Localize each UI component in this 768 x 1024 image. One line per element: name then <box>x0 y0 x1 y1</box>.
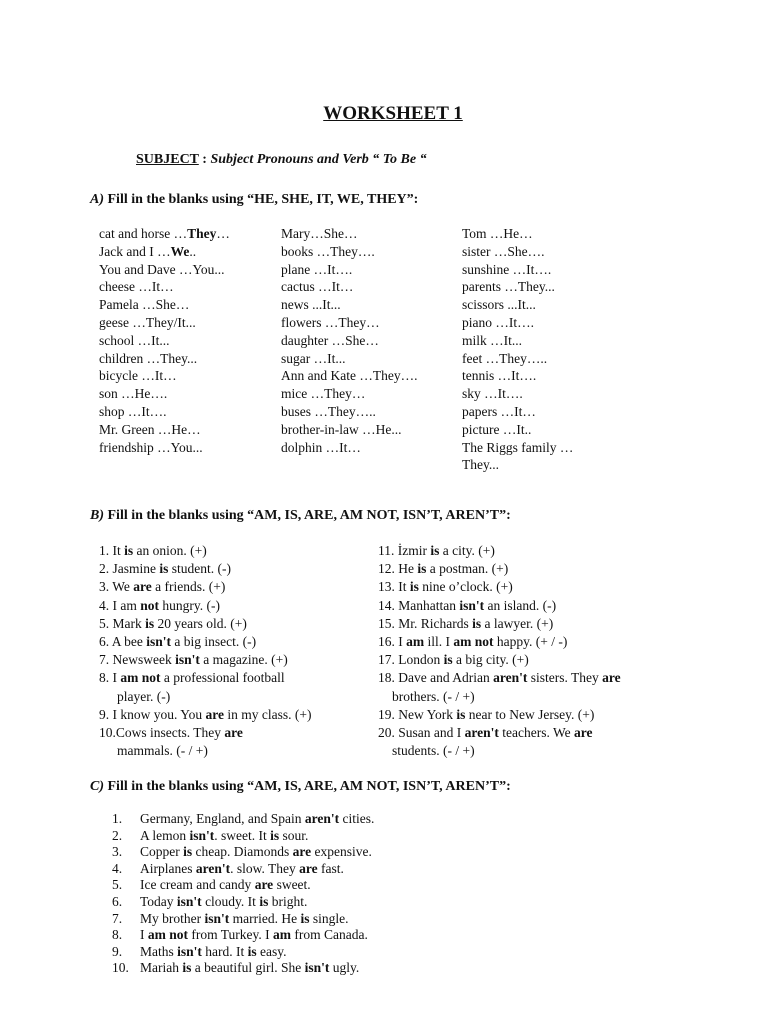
list-item <box>112 894 374 911</box>
list-item <box>112 844 374 861</box>
list-item: geese …They/It... <box>99 314 196 330</box>
list-item: 17. London is a big city. (+) <box>378 652 529 668</box>
list-item: They... <box>462 457 499 473</box>
list-item: 13. It is nine o’clock. (+) <box>378 579 513 595</box>
section-c-list <box>112 811 374 977</box>
list-item: 15. Mr. Richards is a lawyer. (+) <box>378 615 554 631</box>
item-number: 6. <box>112 893 123 909</box>
list-item <box>112 861 374 878</box>
list-item: You and Dave …You... <box>99 261 225 277</box>
list-item: 16. I am ill. I am not happy. (+ / -) <box>378 634 568 650</box>
list-item: scissors ...It... <box>462 297 536 313</box>
list-item: Tom …He… <box>462 226 533 241</box>
list-item: 12. He is a postman. (+) <box>378 561 509 577</box>
page-title: WORKSHEET 1 <box>323 103 463 124</box>
list-item: bicycle …It… <box>99 368 177 384</box>
item-number: 5. <box>112 877 123 893</box>
list-item: 1. It is an onion. (+) <box>99 543 207 558</box>
item-number: 8. <box>112 927 123 943</box>
list-item: dolphin …It… <box>281 439 361 455</box>
list-item <box>112 811 374 828</box>
list-item: brother-in-law …He... <box>281 421 402 437</box>
list-item: books …They…. <box>281 243 375 259</box>
item-text: Ice cream and candy are sweet. <box>140 877 311 893</box>
item-number: 10. <box>112 960 129 976</box>
subject-sep: : <box>198 152 211 167</box>
list-item <box>112 911 374 928</box>
list-item: 6. A bee isn't a big insect. (-) <box>99 634 257 650</box>
section-a-instruction: Fill in the blanks using “HE, SHE, IT, WE, THEY”: <box>107 192 419 207</box>
list-item: brothers. (- / +) <box>392 688 475 704</box>
section-a-heading <box>90 192 418 208</box>
list-item: The Riggs family … <box>462 439 574 455</box>
list-item: 20. Susan and I aren't teachers. We are <box>378 725 593 741</box>
list-item: 2. Jasmine is student. (-) <box>99 561 231 577</box>
item-text: Germany, England, and Spain aren't cities. <box>140 811 375 826</box>
list-item: school …It... <box>99 332 170 348</box>
item-text: A lemon isn't. sweet. It is sour. <box>140 827 309 843</box>
list-item: 7. Newsweek isn't a magazine. (+) <box>99 652 288 668</box>
section-b-letter: B) <box>90 508 104 523</box>
item-text: Mariah is a beautiful girl. She isn't ugly. <box>140 960 360 976</box>
list-item: mice …They… <box>281 386 366 402</box>
list-item: Jack and I …We.. <box>99 243 197 259</box>
list-item <box>112 944 374 961</box>
list-item: news ...It... <box>281 297 341 313</box>
list-item: daughter …She… <box>281 332 379 348</box>
list-item: 14. Manhattan isn't an island. (-) <box>378 597 557 613</box>
section-b-heading <box>90 508 511 524</box>
list-item: 9. I know you. You are in my class. (+) <box>99 706 312 722</box>
item-text: My brother isn't married. He is single. <box>140 910 349 926</box>
section-a-col2 <box>281 225 417 456</box>
list-item <box>112 828 374 845</box>
section-a-letter: A) <box>90 192 104 207</box>
list-item: sky …It…. <box>462 386 523 402</box>
list-item: papers …It… <box>462 403 536 419</box>
subject-line <box>136 152 427 168</box>
list-item: sugar …It... <box>281 350 346 366</box>
list-item: Mary…She… <box>281 226 358 241</box>
item-number: 9. <box>112 943 123 959</box>
item-text: I am not from Turkey. I am from Canada. <box>140 927 368 943</box>
item-number: 3. <box>112 844 123 860</box>
list-item: cactus …It… <box>281 279 354 295</box>
list-item: flowers …They… <box>281 314 380 330</box>
list-item: 10.Cows insects. They are <box>99 725 243 741</box>
subject-value: Subject Pronouns and Verb “ To Be “ <box>210 152 427 167</box>
item-text: Copper is cheap. Diamonds are expensive. <box>140 844 372 860</box>
list-item: player. (-) <box>117 688 171 704</box>
section-b-instruction: Fill in the blanks using “AM, IS, ARE, AM NOT, ISN’T, AREN’T”: <box>107 508 511 523</box>
list-item: Pamela …She… <box>99 297 190 313</box>
list-item: tennis …It…. <box>462 368 537 384</box>
list-item: plane …It…. <box>281 261 353 277</box>
list-item: sister …She…. <box>462 243 545 259</box>
list-item: children …They... <box>99 350 198 366</box>
list-item: 8. I am not a professional football <box>99 670 285 686</box>
item-number: 7. <box>112 910 123 926</box>
list-item: sunshine …It…. <box>462 261 552 277</box>
list-item: picture …It.. <box>462 421 532 437</box>
list-item: shop …It…. <box>99 403 167 419</box>
list-item: milk …It... <box>462 332 522 348</box>
item-text: Today isn't cloudy. It is bright. <box>140 893 308 909</box>
list-item <box>112 960 374 977</box>
list-item: Mr. Green …He… <box>99 421 201 437</box>
list-item: buses …They….. <box>281 403 376 419</box>
item-number: 2. <box>112 827 123 843</box>
list-item: 18. Dave and Adrian aren't sisters. They are <box>378 670 621 686</box>
section-a-col1 <box>99 225 230 456</box>
list-item: 11. İzmir is a city. (+) <box>378 543 495 558</box>
list-item: 19. New York is near to New Jersey. (+) <box>378 706 595 722</box>
list-item: friendship …You... <box>99 439 203 455</box>
section-c-letter: C) <box>90 779 104 794</box>
list-item <box>112 877 374 894</box>
list-item: feet …They….. <box>462 350 548 366</box>
list-item: 5. Mark is 20 years old. (+) <box>99 615 247 631</box>
section-c-instruction: Fill in the blanks using “AM, IS, ARE, AM NOT, ISN’T, AREN’T”: <box>107 779 511 794</box>
list-item: piano …It…. <box>462 314 534 330</box>
section-b-right <box>378 542 621 760</box>
section-b-left <box>99 542 312 760</box>
list-item <box>112 927 374 944</box>
section-a-col3 <box>462 225 573 474</box>
list-item: 3. We are a friends. (+) <box>99 579 226 595</box>
list-item: son …He…. <box>99 386 168 402</box>
list-item: cheese …It… <box>99 279 174 295</box>
list-item: students. (- / +) <box>392 743 475 759</box>
item-number: 1. <box>112 811 123 826</box>
list-item: cat and horse …They… <box>99 226 230 241</box>
section-c-heading <box>90 779 511 795</box>
subject-label: SUBJECT <box>136 152 199 167</box>
list-item: mammals. (- / +) <box>117 743 208 759</box>
list-item: Ann and Kate …They…. <box>281 368 418 384</box>
item-text: Airplanes aren't. slow. They are fast. <box>140 860 344 876</box>
item-text: Maths isn't hard. It is easy. <box>140 943 287 959</box>
list-item: 4. I am not hungry. (-) <box>99 597 220 613</box>
list-item: parents …They... <box>462 279 555 295</box>
item-number: 4. <box>112 860 123 876</box>
